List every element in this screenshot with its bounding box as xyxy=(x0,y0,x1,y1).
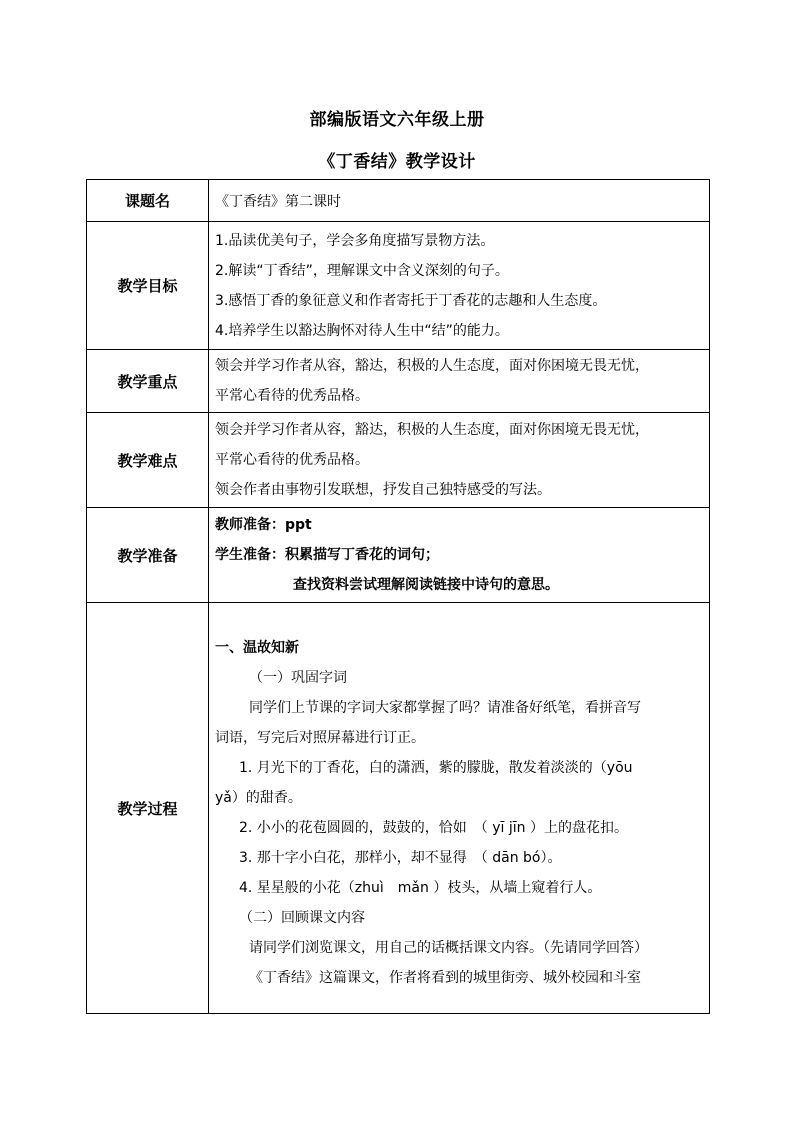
process-paragraph: 词语，写完后对照屏幕进行订正。 xyxy=(215,730,425,746)
label-difficulty: 教学难点 xyxy=(87,413,209,508)
row-topic xyxy=(87,180,710,222)
row-difficulty xyxy=(87,413,710,508)
process-item: 4. 星星般的小花（zhuì mǎn ）枝头，从墙上窥着行人。 xyxy=(239,880,602,896)
prep-student: 学生准备：积累描写丁香花的词句； xyxy=(215,547,439,563)
process-item-cont: yǎ）的甜香。 xyxy=(215,790,302,806)
process-paragraph: 请同学们浏览课文，用自己的话概括课文内容。（先请同学回答） xyxy=(249,940,648,956)
process-subheading: （一）巩固字词 xyxy=(249,670,347,686)
label-process: 教学过程 xyxy=(87,603,209,1014)
document-title: 部编版语文六年级上册 xyxy=(309,110,485,130)
goal-item: 2.解读“丁香结”，理解课文中含义深刻的句子。 xyxy=(215,262,509,279)
label-prep: 教学准备 xyxy=(87,508,209,603)
process-item: 2. 小小的花苞圆圆的，鼓鼓的，恰如 （ yī jīn ）上的盘花扣。 xyxy=(239,820,628,836)
key-line: 领会并学习作者从容，豁达，积极的人生态度，面对你困境无畏无忧， xyxy=(215,358,649,374)
goal-item: 1.品读优美句子，学会多角度描写景物方法。 xyxy=(215,232,495,249)
row-prep xyxy=(87,508,710,603)
label-topic: 课题名 xyxy=(87,180,209,222)
process-paragraph: 同学们上节课的字词大家都掌握了吗？请准备好纸笔，看拼音写 xyxy=(249,700,641,716)
row-process xyxy=(87,603,710,1014)
difficulty-line: 领会并学习作者从容，豁达，积极的人生态度，面对你困境无畏无忧， xyxy=(215,422,649,438)
key-line: 平常心看待的优秀品格。 xyxy=(215,388,369,404)
row-goals xyxy=(87,222,710,350)
process-item: 3. 那十字小白花，那样小，却不显得 （ dān bó）。 xyxy=(239,850,562,866)
difficulty-line: 领会作者由事物引发联想，抒发自己独特感受的写法。 xyxy=(215,482,551,498)
row-key xyxy=(87,350,710,413)
process-subheading: （二）回顾课文内容 xyxy=(239,910,365,926)
goal-item: 3.感悟丁香的象征意义和作者寄托于丁香花的志趣和人生态度。 xyxy=(215,292,607,309)
process-item: 1. 月光下的丁香花，白的潇洒，紫的朦胧，散发着淡淡的（yōu xyxy=(239,760,633,776)
process-paragraph: 《丁香结》这篇课文，作者将看到的城里街旁、城外校园和斗室 xyxy=(249,970,641,986)
goal-item: 4.培养学生以豁达胸怀对待人生中“结”的能力。 xyxy=(215,322,509,339)
lesson-plan-table xyxy=(86,179,710,1014)
difficulty-content xyxy=(209,413,710,508)
prep-content xyxy=(209,508,710,603)
topic-text: 《丁香结》第二课时 xyxy=(209,180,710,222)
goals-content xyxy=(209,222,710,350)
process-section-heading: 一、温故知新 xyxy=(215,640,299,656)
prep-student-cont: 查找资料尝试理解阅读链接中诗句的意思。 xyxy=(293,577,559,593)
process-content xyxy=(209,603,710,1014)
label-goals: 教学目标 xyxy=(87,222,209,350)
label-key: 教学重点 xyxy=(87,350,209,413)
prep-teacher: 教师准备：ppt xyxy=(215,517,312,533)
document-subtitle: 《丁香结》教学设计 xyxy=(318,152,476,172)
difficulty-line: 平常心看待的优秀品格。 xyxy=(215,452,369,468)
key-content xyxy=(209,350,710,413)
